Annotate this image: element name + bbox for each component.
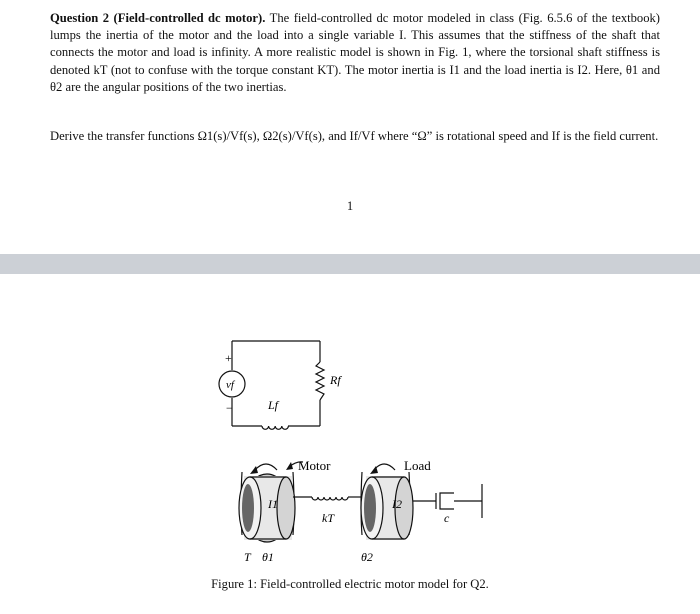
damper-label: c <box>444 511 450 525</box>
inertia1-label: I1 <box>268 497 278 511</box>
theta1-label: θ1 <box>262 550 274 564</box>
motor-label: Motor <box>298 458 331 473</box>
motor-model-figure <box>0 274 700 610</box>
page-separator <box>0 254 700 274</box>
question-paragraph-2: Derive the transfer functions Ω1(s)/Vf(s), Ω2(s)/Vf(s), and If/Vf where “Ω” is rotational speed and If is the field current. <box>50 129 659 143</box>
question-paragraph-1 <box>50 10 660 96</box>
theta2-label: θ2 <box>361 550 373 564</box>
inertia2-label: I2 <box>392 497 402 511</box>
page-1 <box>0 0 700 252</box>
figure-caption: Figure 1: Field-controlled electric motor model for Q2. <box>211 577 489 591</box>
inductor-lf <box>262 426 288 429</box>
resistor-label: Rf <box>330 373 341 387</box>
resistor-rf <box>316 362 324 400</box>
question-heading: Question 2 (Field-controlled dc motor). <box>50 11 266 25</box>
inductor-label: Lf <box>268 398 279 412</box>
plus-sign: + <box>225 351 232 365</box>
page-number: 1 <box>346 199 354 213</box>
page-2 <box>0 274 700 610</box>
minus-sign: − <box>226 401 233 415</box>
load-inertia <box>361 472 413 540</box>
motor-inertia <box>239 472 295 542</box>
source-label: vf <box>226 379 234 391</box>
spring-label: kT <box>322 511 334 525</box>
shaft-spring <box>293 497 364 500</box>
load-label: Load <box>404 458 431 473</box>
torque-label: T <box>244 550 251 564</box>
field-circuit <box>232 341 324 429</box>
question-body-1: The field-controlled dc motor modeled in class (Fig. 6.5.6 of the textbook) lumps the inertia of the motor and the load into a single variable I. This assumes that the stiffness of the shaft that connects the motor and load is infinity. A more realistic model is shown in Fig. 1, where the torsional shaft stiffness is denoted kT (not to confuse with the torque constant KT). The motor inertia is I1 and the load inertia is I2. Here, θ1 and θ2 are the angular positions of the two inertias. <box>50 11 660 94</box>
